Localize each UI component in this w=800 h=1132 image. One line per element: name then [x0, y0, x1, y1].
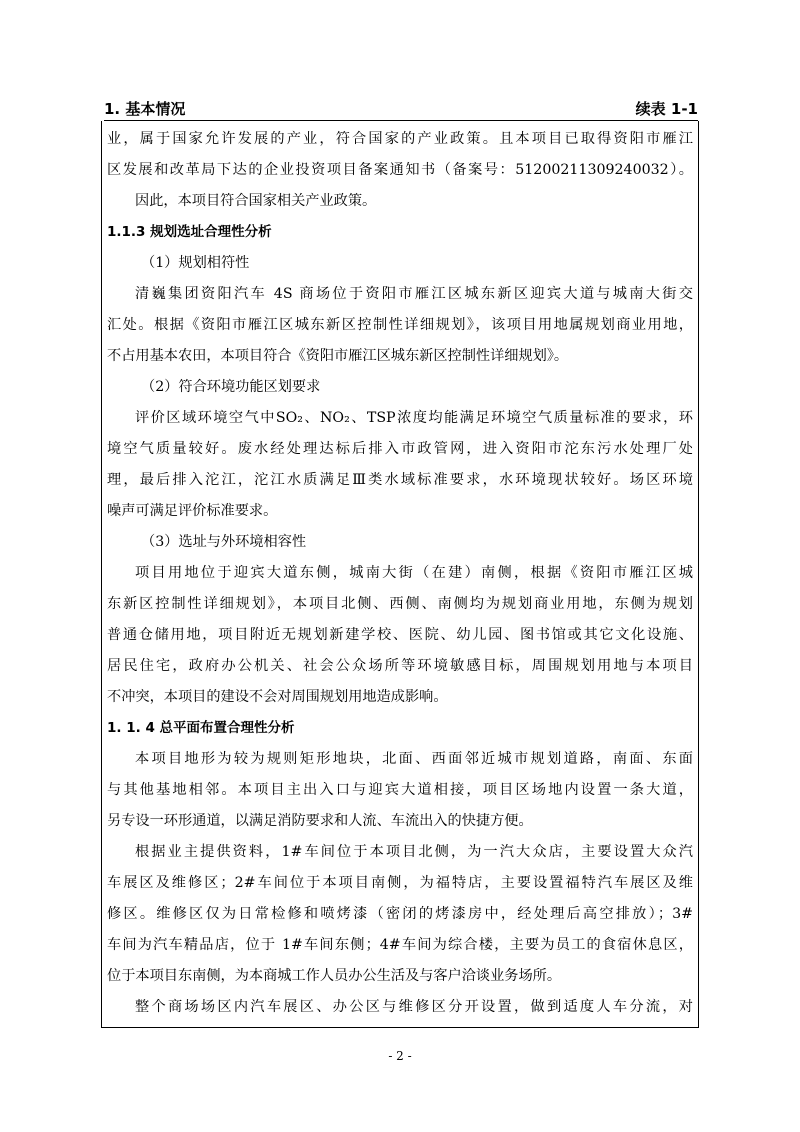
paragraph-line: 另专设一环形通道，以满足消防要求和人流、车流出入的快捷方便。: [107, 813, 533, 829]
paragraph-line: 不冲突，本项目的建设不会对周围规划用地造成影响。: [107, 689, 448, 705]
paragraph-line: 居民住宅，政府办公机关、社会公众场所等环境敏感目标，周围规划用地与本项目: [107, 658, 693, 674]
paragraph-line: 车展区及维修区；2#车间位于本项目南侧，为福特店，主要设置福特汽车展区及维: [107, 875, 693, 891]
table-label: 续表 1-1: [635, 100, 698, 118]
paragraph-line: 项目用地位于迎宾大道东侧，城南大街（在建）南侧，根据《资阳市雁江区城: [135, 565, 693, 581]
item-heading: （1）规划相符性: [141, 255, 250, 271]
item-heading: （3）选址与外环境相容性: [141, 534, 307, 550]
paragraph-line: 理，最后排入沱江，沱江水质满足Ⅲ类水域标准要求，水环境现状较好。场区环境: [107, 472, 693, 488]
paragraph-line: 不占用基本农田，本项目符合《资阳市雁江区城东新区控制性详细规划》。: [107, 348, 569, 364]
paragraph-line: 业，属于国家允许发展的产业，符合国家的产业政策。且本项目已取得资阳市雁江: [107, 131, 693, 147]
subsection-heading: 1.1.3 规划选址合理性分析: [107, 224, 272, 240]
section-header: [104, 96, 698, 121]
paragraph-line: 因此，本项目符合国家相关产业政策。: [135, 193, 377, 209]
paragraph-line: 车间为汽车精品店，位于 1#车间东侧；4#车间为综合楼，主要为员工的食宿休息区，: [107, 937, 693, 953]
paragraph-line: 根据业主提供资料，1#车间位于本项目北侧，为一汽大众店，主要设置大众汽: [135, 844, 693, 860]
paragraph-line: 普通仓储用地，项目附近无规划新建学校、医院、幼儿园、图书馆或其它文化设施、: [107, 627, 693, 643]
paragraph-line: 东新区控制性详细规划》，本项目北侧、西侧、南侧均为规划商业用地，东侧为规划: [107, 596, 693, 612]
paragraph-line: 与其他基地相邻。本项目主出入口与迎宾大道相接，项目区场地内设置一条大道，: [107, 782, 693, 798]
paragraph-line: 本项目地形为较为规则矩形地块，北面、西面邻近城市规划道路，南面、东面: [135, 751, 693, 767]
paragraph-line: 噪声可满足评价标准要求。: [107, 503, 278, 519]
paragraph-line: 整个商场场区内汽车展区、办公区与维修区分开设置，做到适度人车分流，对: [135, 999, 693, 1015]
item-heading: （2）符合环境功能区划要求: [141, 379, 321, 395]
page-number: - 2 -: [388, 1049, 412, 1063]
paragraph-line: 汇处。根据《资阳市雁江区城东新区控制性详细规划》，该项目用地属规划商业用地，: [107, 317, 693, 333]
table-content: [107, 124, 693, 1023]
section-title: 1. 基本情况: [104, 100, 186, 118]
paragraph-line: 评价区域环境空气中SO₂、NO₂、TSP浓度均能满足环境空气质量标准的要求，环: [135, 410, 693, 426]
paragraph-line: 修区。维修区仅为日常检修和喷烤漆（密闭的烤漆房中，经处理后高空排放）；3#: [107, 906, 693, 922]
subsection-heading: 1. 1. 4 总平面布置合理性分析: [107, 720, 295, 736]
paragraph-line: 位于本项目东南侧，为本商城工作人员办公生活及与客户洽谈业务场所。: [107, 968, 562, 984]
paragraph-line: 区发展和改革局下达的企业投资项目备案通知书（备案号：51200211309240032）。: [107, 162, 693, 178]
paragraph-line: 清巍集团资阳汽车 4S 商场位于资阳市雁江区城东新区迎宾大道与城南大街交: [135, 286, 693, 302]
paragraph-line: 境空气质量较好。废水经处理达标后排入市政管网，进入资阳市沱东污水处理厂处: [107, 441, 693, 457]
